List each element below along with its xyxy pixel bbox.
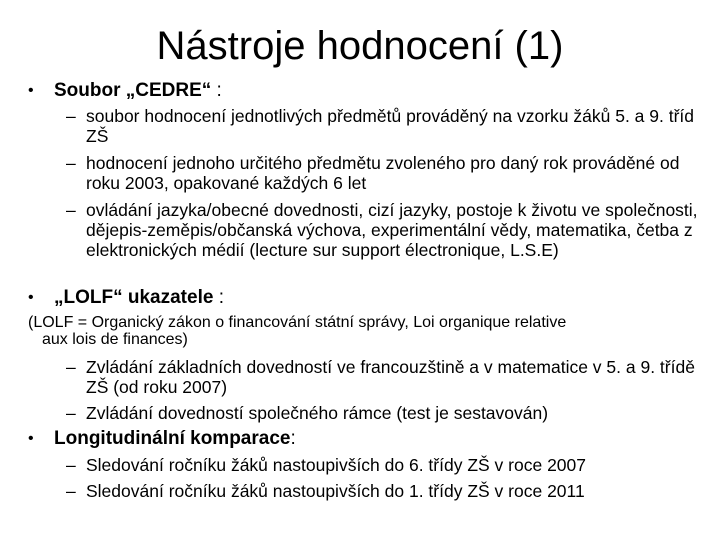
- bullet-heading-lolf: „LOLF“ ukazatele: [54, 287, 214, 308]
- sub-item-text: Sledování ročníku žáků nastoupivších do 6. třídy ZŠ v roce 2007: [86, 455, 586, 475]
- sub-item-text: soubor hodnocení jednotlivých předmětů prováděný na vzorku žáků 5. a 9. tříd ZŠ: [86, 106, 695, 146]
- sub-item: [66, 106, 716, 146]
- dash-marker: –: [66, 153, 76, 173]
- slide-title: Nástroje hodnocení (1): [156, 24, 564, 68]
- sub-item-text: ovládání jazyka/obecné dovednosti, cizí jazyky, postoje k životu ve společnosti, dějepis-zeměpis/občanská výchova, experimentální vědy, matematika, četba z elektronických médií (lecture sur support électronique, L.S.E): [86, 200, 698, 260]
- sub-item: [66, 200, 716, 260]
- sub-item-text: hodnocení jednoho určitého předmětu zvoleného pro daný rok prováděné od roku 2003, opakované každých 6 let: [86, 153, 680, 193]
- sub-item: [66, 403, 716, 423]
- bullet-heading-cedre: Soubor „CEDRE“: [54, 80, 212, 101]
- lolf-note: [28, 314, 718, 348]
- sub-item-text: Zvládání základních dovedností ve francouzštině a v matematice v 5. a 9. třídě ZŠ (od roku 2007): [86, 357, 695, 397]
- dash-marker: –: [66, 200, 76, 220]
- bullet-dot: •: [28, 82, 34, 99]
- sub-item: [66, 481, 716, 501]
- sub-item-text: Zvládání dovedností společného rámce (test je sestavován): [86, 403, 549, 423]
- bullet-suffix: :: [290, 428, 296, 449]
- dash-marker: –: [66, 403, 76, 423]
- sub-item: [66, 153, 716, 193]
- dash-marker: –: [66, 455, 76, 475]
- bullet-dot: •: [28, 289, 34, 306]
- dash-marker: –: [66, 357, 76, 377]
- bullet-suffix: :: [211, 80, 222, 101]
- sub-item: [66, 357, 716, 397]
- dash-marker: –: [66, 106, 76, 126]
- sub-item: [66, 455, 716, 475]
- bullet-suffix: :: [213, 287, 224, 308]
- lolf-note-line-2: aux lois de finances): [42, 331, 188, 348]
- lolf-note-line-1: (LOLF = Organický zákon o financování státní správy, Loi organique relative: [28, 314, 567, 331]
- bullet-dot: •: [28, 430, 34, 447]
- dash-marker: –: [66, 481, 76, 501]
- bullet-heading-longitudinal: Longitudinální komparace: [54, 428, 291, 449]
- sub-item-text: Sledování ročníku žáků nastoupivších do 1. třídy ZŠ v roce 2011: [86, 481, 585, 501]
